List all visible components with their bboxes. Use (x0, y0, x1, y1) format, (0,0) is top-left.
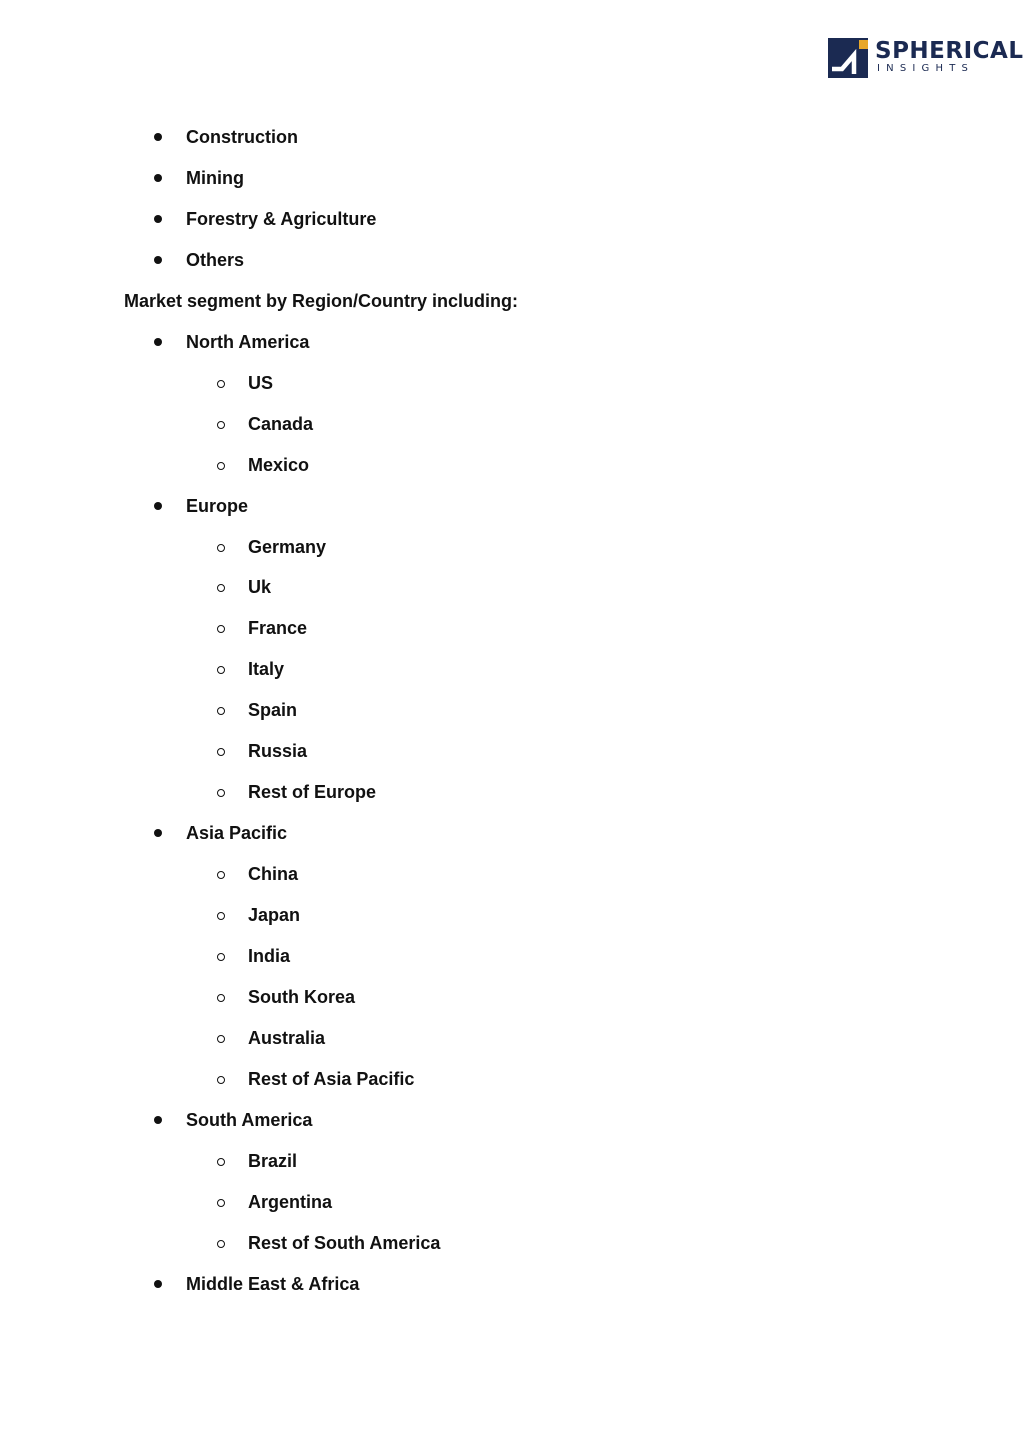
country-item: China (248, 864, 299, 885)
bullet-icon (154, 1280, 162, 1288)
region-item: Asia Pacific (186, 823, 288, 844)
hollow-bullet-icon (217, 1076, 225, 1084)
hollow-bullet-icon (217, 871, 225, 879)
country-item: Germany (248, 536, 327, 557)
country-item: Argentina (248, 1191, 333, 1212)
spherical-insights-logo (828, 38, 1023, 78)
hollow-bullet-icon (217, 666, 225, 674)
bullet-icon (154, 1116, 162, 1124)
country-item: India (248, 946, 291, 966)
logo-tagline: INSIGHTS (877, 63, 975, 74)
country-item: France (248, 618, 308, 639)
country-item: Russia (248, 741, 308, 762)
country-item: Mexico (248, 454, 310, 475)
hollow-bullet-icon (217, 584, 225, 592)
country-item: Italy (248, 659, 285, 680)
country-item: South Korea (248, 986, 356, 1007)
hollow-bullet-icon (217, 912, 225, 920)
country-item: Brazil (248, 1150, 298, 1171)
logo-wordmark: SPHERICAL (875, 38, 1023, 64)
country-item: Canada (248, 413, 314, 434)
hollow-bullet-icon (217, 1158, 225, 1166)
bullet-icon (154, 502, 162, 510)
hollow-bullet-icon (217, 625, 225, 633)
country-item: Rest of Europe (248, 782, 377, 803)
hollow-bullet-icon (217, 1240, 225, 1248)
hollow-bullet-icon (217, 748, 225, 756)
hollow-bullet-icon (217, 789, 225, 797)
hollow-bullet-icon (217, 1199, 225, 1207)
bullet-icon (154, 215, 162, 223)
segment-item: Mining (186, 167, 244, 188)
segment-item: Others (186, 249, 245, 270)
country-item: US (248, 372, 274, 393)
country-item: Rest of Asia Pacific (248, 1068, 415, 1089)
bullet-icon (154, 256, 162, 264)
hollow-bullet-icon (217, 707, 225, 715)
hollow-bullet-icon (217, 953, 225, 961)
country-item: Spain (248, 700, 298, 721)
country-item: Japan (248, 905, 301, 926)
hollow-bullet-icon (217, 544, 225, 552)
hollow-bullet-icon (217, 462, 225, 470)
region-item: Europe (186, 495, 249, 516)
segment-item: Forestry & Agriculture (186, 208, 377, 229)
country-item: Rest of South America (248, 1232, 441, 1253)
bullet-icon (154, 133, 162, 141)
hollow-bullet-icon (217, 1035, 225, 1043)
bullet-icon (154, 829, 162, 837)
region-item: Middle East & Africa (186, 1273, 360, 1294)
country-item: Australia (248, 1027, 326, 1048)
region-heading: Market segment by Region/Country including: (124, 290, 519, 311)
logo-mark-icon (828, 38, 868, 78)
region-item: North America (186, 331, 310, 352)
hollow-bullet-icon (217, 380, 225, 388)
region-item: South America (186, 1109, 313, 1130)
segment-item: Construction (186, 127, 298, 147)
country-item: Uk (248, 577, 272, 598)
hollow-bullet-icon (217, 421, 225, 429)
bullet-icon (154, 174, 162, 182)
hollow-bullet-icon (217, 994, 225, 1002)
bullet-icon (154, 338, 162, 346)
